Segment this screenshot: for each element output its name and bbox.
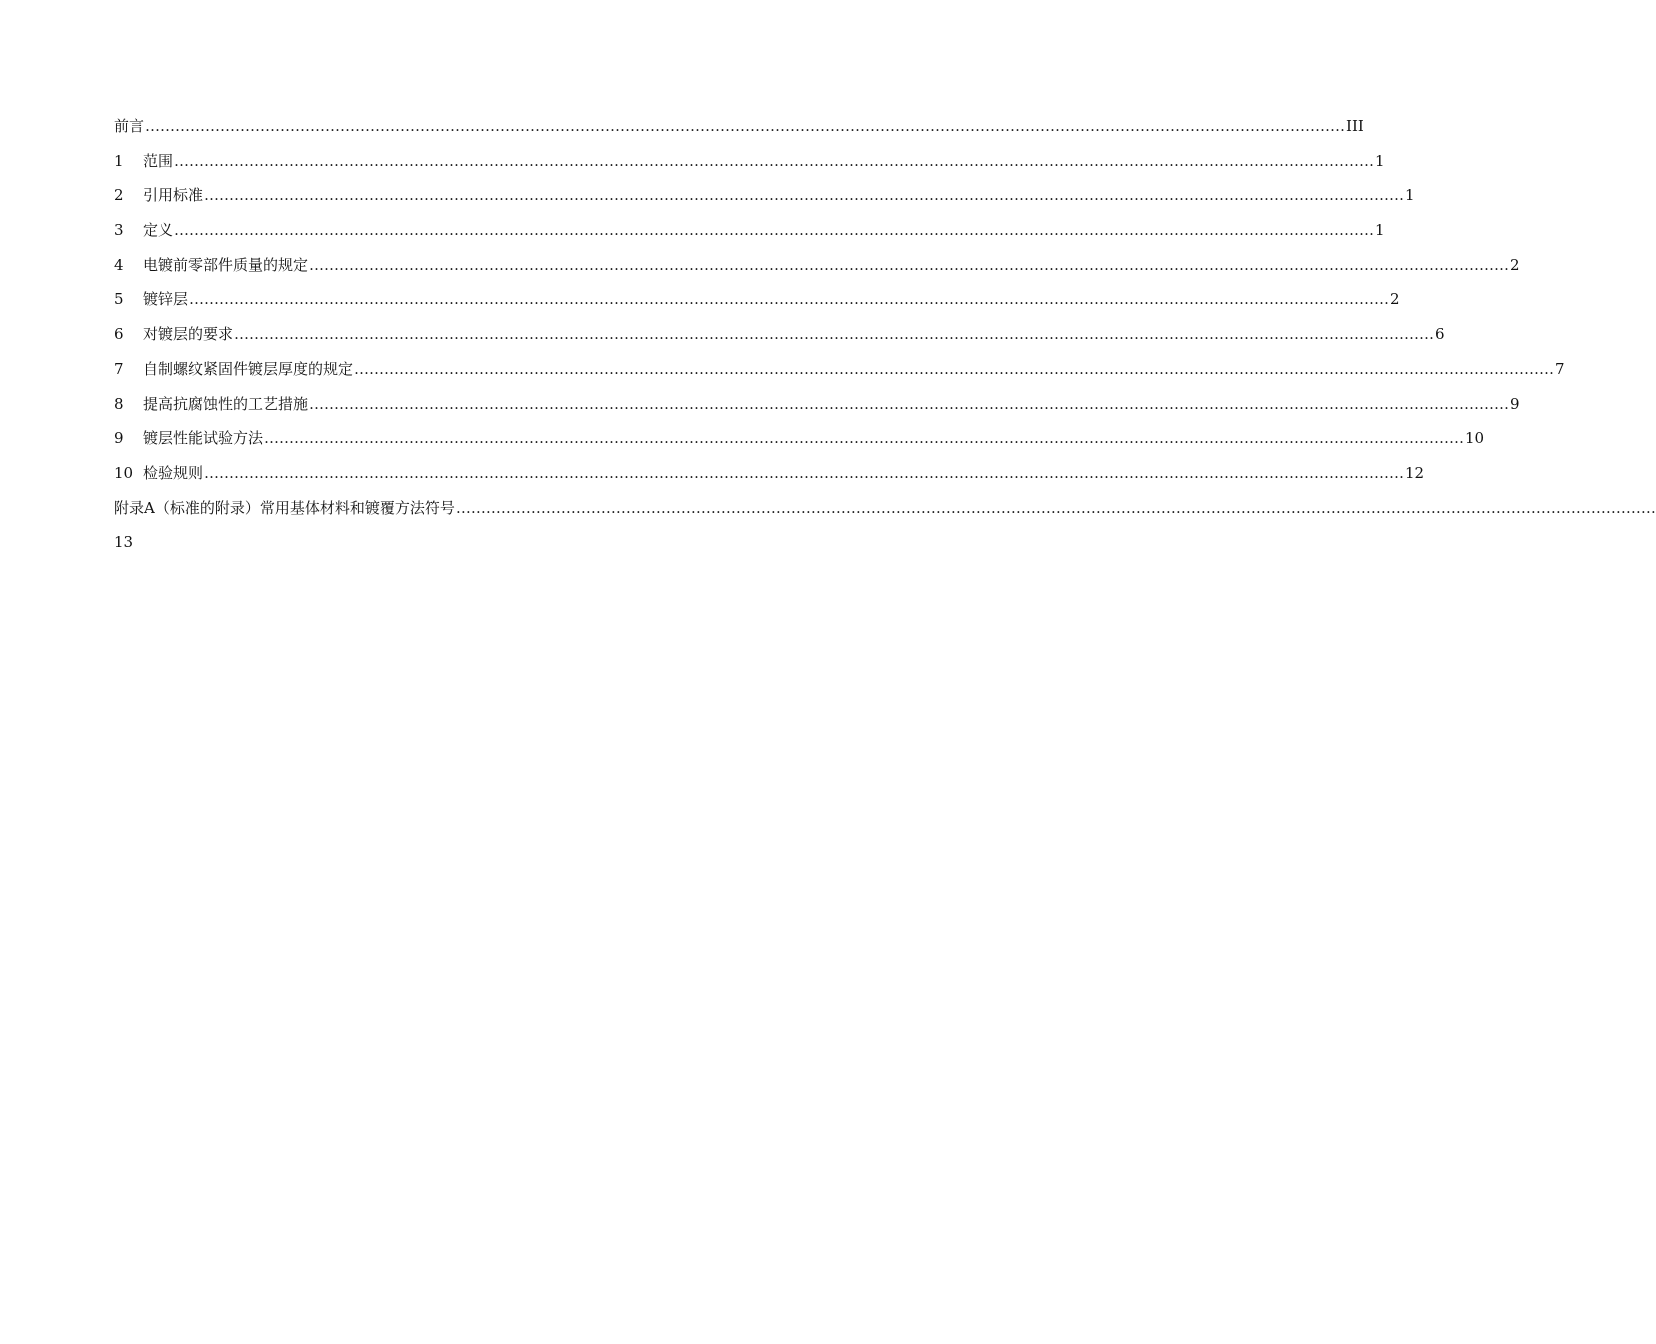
toc-leader-dots: …………………………………………………………………………………………………………………………………………………………………………………………………………………… xyxy=(145,117,1346,135)
toc-leader-dots: …………………………………………………………………………………………………………………………………………………………………………………………………………………… xyxy=(204,186,1405,205)
toc-entry[interactable] xyxy=(114,217,1385,252)
toc-leader-dots: …………………………………………………………………………………………………………………………………………………………………………………………………………………… xyxy=(455,498,1656,517)
appendix-page-line xyxy=(114,529,859,564)
toc-entry[interactable] xyxy=(114,182,1415,217)
appendix-title: 常用基体材料和镀覆方法符号 xyxy=(259,498,455,517)
toc-entry-number: 9 xyxy=(114,429,124,448)
toc-entry-number: 4 xyxy=(114,255,124,274)
toc-entry-title: 提高抗腐蚀性的工艺措施 xyxy=(143,394,309,413)
toc-entry-appendix-a[interactable] xyxy=(114,495,1656,530)
toc-entry[interactable] xyxy=(114,321,1445,356)
toc-entry-page: 1 xyxy=(1375,221,1385,240)
toc-entry-number: 10 xyxy=(114,463,134,482)
toc-entry-preface[interactable] xyxy=(114,113,1364,148)
toc-entry[interactable] xyxy=(114,391,1520,426)
toc-entry[interactable] xyxy=(114,425,1485,460)
toc-leader-dots: …………………………………………………………………………………………………………………………………………………………………………………………………………………… xyxy=(309,255,1510,274)
toc-leader-dots: …………………………………………………………………………………………………………………………………………………………………………………………………………………… xyxy=(234,325,1435,344)
toc-entry[interactable] xyxy=(114,148,1385,183)
toc-entry[interactable] xyxy=(114,252,1520,287)
toc-entry-title: 自制螺纹紧固件镀层厚度的规定 xyxy=(143,359,354,378)
toc-entry-page: 2 xyxy=(1510,255,1520,274)
toc-entry[interactable] xyxy=(114,286,1400,321)
toc-entry-title: 定义 xyxy=(143,221,174,240)
toc-entry-number: 1 xyxy=(114,151,124,170)
toc-entry-title: 引用标准 xyxy=(143,186,204,205)
toc-entry-title: 对镀层的要求 xyxy=(143,325,234,344)
toc-entry-page: 6 xyxy=(1435,325,1445,344)
toc-entry-page: 10 xyxy=(1465,429,1485,448)
toc-entry-page: 7 xyxy=(1555,359,1565,378)
table-of-contents xyxy=(114,113,1656,564)
toc-entry-page: 2 xyxy=(1390,290,1400,309)
toc-entry-page: III xyxy=(1346,117,1364,135)
toc-entry-number: 2 xyxy=(114,186,124,205)
toc-leader-dots: …………………………………………………………………………………………………………………………………………………………………………………………………………………… xyxy=(189,290,1390,309)
toc-entry-title: 电镀前零部件质量的规定 xyxy=(143,255,309,274)
toc-entry-number: 3 xyxy=(114,221,124,240)
appendix-page: 13 xyxy=(114,533,134,552)
toc-entry-page: 1 xyxy=(1405,186,1415,205)
toc-entry-number: 8 xyxy=(114,394,124,413)
toc-entry-title: 检验规则 xyxy=(143,463,204,482)
toc-leader-dots: …………………………………………………………………………………………………………………………………………………………………………………………………………………… xyxy=(354,359,1555,378)
toc-entry-title: 范围 xyxy=(143,151,174,170)
toc-entry-number: 5 xyxy=(114,290,124,309)
toc-entry[interactable] xyxy=(114,356,1565,391)
toc-entry-title: 镀锌层 xyxy=(143,290,189,309)
toc-leader-dots: …………………………………………………………………………………………………………………………………………………………………………………………………………………… xyxy=(174,151,1375,170)
toc-entry-number: 6 xyxy=(114,325,124,344)
appendix-label: 附录A（标准的附录） xyxy=(114,498,260,517)
toc-entry-title: 前言 xyxy=(114,117,145,135)
toc-entry-page: 1 xyxy=(1375,151,1385,170)
toc-entry-page: 9 xyxy=(1510,394,1520,413)
toc-leader-dots: …………………………………………………………………………………………………………………………………………………………………………………………………………………… xyxy=(309,394,1510,413)
toc-leader-dots: …………………………………………………………………………………………………………………………………………………………………………………………………………………… xyxy=(264,429,1465,448)
toc-entry-page: 12 xyxy=(1405,463,1425,482)
toc-entry-title: 镀层性能试验方法 xyxy=(143,429,264,448)
toc-leader-dots: …………………………………………………………………………………………………………………………………………………………………………………………………………………… xyxy=(174,221,1375,240)
toc-entry[interactable] xyxy=(114,460,1425,495)
toc-leader-dots: …………………………………………………………………………………………………………………………………………………………………………………………………………………… xyxy=(204,463,1405,482)
toc-entry-number: 7 xyxy=(114,359,124,378)
